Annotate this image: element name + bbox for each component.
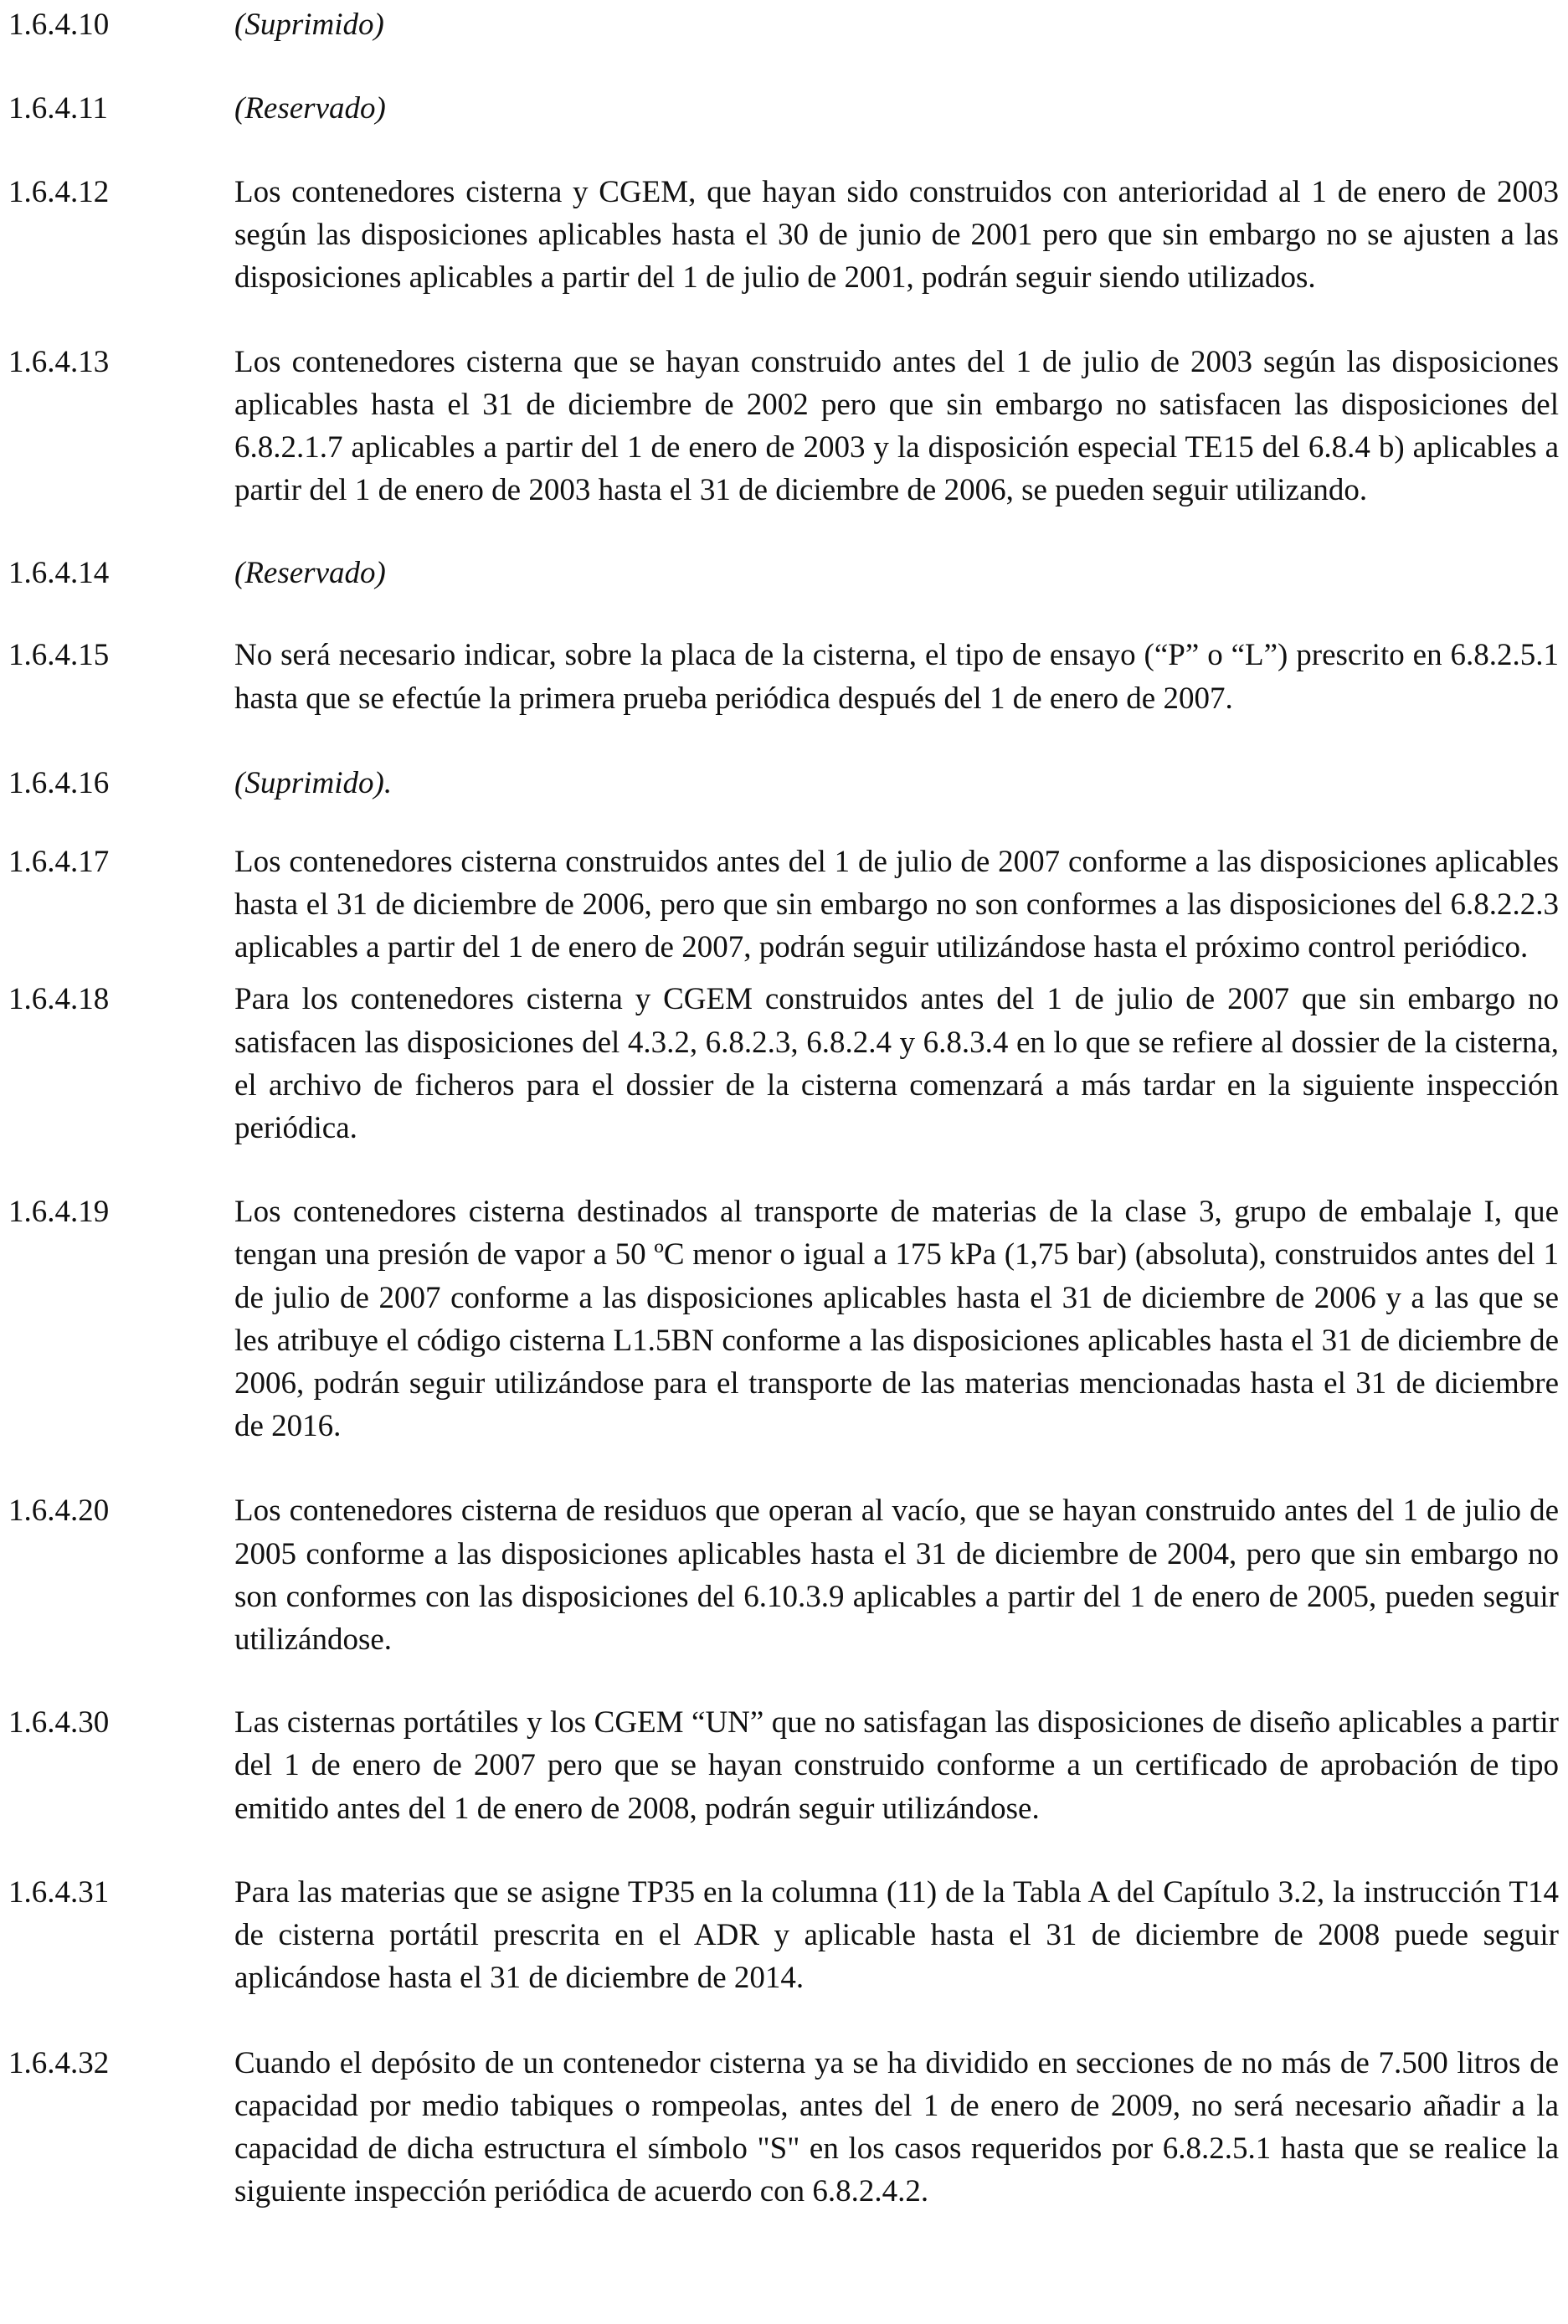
- provision-number: 1.6.4.10: [8, 8, 110, 42]
- provision-text: (Reservado): [234, 556, 386, 591]
- provision-1-6-4-12: [8, 171, 1559, 300]
- provision-number: 1.6.4.30: [8, 1705, 110, 1740]
- provision-text: Las cisternas portátiles y los CGEM “UN” que no satisfagan las disposiciones de diseño aplicables a partir del 1 de enero de 2007 pero que se hayan construido conforme a un certificado de aprobación de tipo emitido antes del 1 de enero de 2008, podrán seguir utilizándose.: [234, 1705, 1559, 1826]
- provision-number: 1.6.4.14: [8, 556, 110, 591]
- provision-number: 1.6.4.11: [8, 91, 108, 126]
- provision-text: Para los contenedores cisterna y CGEM construidos antes del 1 de julio de 2007 que sin embargo no satisfacen las disposiciones del 4.3.2, 6.8.2.3, 6.8.2.4 y 6.8.3.4 en lo que se refiere al dossier de la cisterna, el archivo de ficheros para el dossier de la cisterna comenzará a más tardar en la siguiente inspección periódica.: [234, 982, 1559, 1146]
- provision-number: 1.6.4.12: [8, 175, 110, 209]
- provision-number: 1.6.4.16: [8, 765, 110, 800]
- provision-1-6-4-16: [8, 762, 1559, 805]
- provision-1-6-4-15: [8, 634, 1559, 719]
- provision-text: Los contenedores cisterna construidos antes del 1 de julio de 2007 conforme a las disposiciones aplicables hasta el 31 de diciembre de 2006, pero que sin embargo no son conformes a las disposiciones del 6.8.2.2.3 aplicables a partir del 1 de enero de 2007, podrán seguir utilizándose hasta el próximo control periódico.: [234, 844, 1559, 965]
- provision-1-6-4-11: [8, 87, 1559, 131]
- provision-number: 1.6.4.19: [8, 1195, 110, 1230]
- provision-1-6-4-32: [8, 2042, 1559, 2213]
- provision-1-6-4-17: [8, 841, 1559, 969]
- provision-1-6-4-19: [8, 1190, 1559, 1447]
- provision-number: 1.6.4.18: [8, 982, 110, 1017]
- provision-text: (Suprimido): [234, 8, 384, 42]
- provision-number: 1.6.4.15: [8, 638, 110, 673]
- provision-1-6-4-13: [8, 341, 1559, 512]
- provision-number: 1.6.4.17: [8, 844, 110, 879]
- provision-number: 1.6.4.31: [8, 1874, 110, 1910]
- provision-number: 1.6.4.20: [8, 1494, 110, 1529]
- provision-1-6-4-20: [8, 1489, 1559, 1661]
- provision-1-6-4-18: [8, 978, 1559, 1149]
- provision-1-6-4-30: [8, 1701, 1559, 1830]
- document-page: [8, 3, 1559, 2213]
- provision-text: Los contenedores cisterna de residuos que operan al vacío, que se hayan construido antes del 1 de julio de 2005 conforme a las disposiciones aplicables hasta el 31 de diciembre de 2004, pero que sin embargo no son conformes con las disposiciones del 6.10.3.9 aplicables a partir del 1 de enero de 2005, pueden seguir utilizándose.: [234, 1494, 1559, 1658]
- provision-text: Los contenedores cisterna destinados al transporte de materias de la clase 3, grupo de embalaje I, que tengan una presión de vapor a 50 ºC menor o igual a 175 kPa (1,75 bar) (absoluta), construidos antes del 1 de julio de 2007 conforme a las disposiciones aplicables hasta el 31 de diciembre de 2006 y a las que se les atribuye el código cisterna L1.5BN conforme a las disposiciones aplicables hasta el 31 de diciembre de 2006, podrán seguir utilizándose para el transporte de las materias mencionadas hasta el 31 de diciembre de 2016.: [234, 1195, 1559, 1444]
- provision-text: Los contenedores cisterna y CGEM, que hayan sido construidos con anterioridad al 1 de enero de 2003 según las disposiciones aplicables hasta el 30 de junio de 2001 pero que sin embargo no se ajusten a las disposiciones aplicables a partir del 1 de julio de 2001, podrán seguir siendo utilizados.: [234, 175, 1559, 296]
- provision-1-6-4-31: [8, 1871, 1559, 2000]
- provision-text: Cuando el depósito de un contenedor cisterna ya se ha dividido en secciones de no más de 7.500 litros de capacidad por medio tabiques o rompeolas, antes del 1 de enero de 2009, no será necesario añadir a la capacidad de dicha estructura el símbolo "S" en los casos requeridos por 6.8.2.5.1 hasta que se realice la siguiente inspección periódica de acuerdo con 6.8.2.4.2.: [234, 2045, 1559, 2209]
- provision-number: 1.6.4.13: [8, 344, 110, 379]
- provision-1-6-4-10: [8, 3, 1559, 47]
- provision-1-6-4-14: [8, 552, 1559, 595]
- provision-text: Los contenedores cisterna que se hayan construido antes del 1 de julio de 2003 según las disposiciones aplicables hasta el 31 de diciembre de 2002 pero que sin embargo no satisfacen las disposiciones del 6.8.2.1.7 aplicables a partir del 1 de enero de 2003 y la disposición especial TE15 del 6.8.4 b) aplicables a partir del 1 de enero de 2003 hasta el 31 de diciembre de 2006, se pueden seguir utilizando.: [234, 344, 1559, 508]
- provision-text: (Suprimido).: [234, 765, 393, 800]
- provision-text: (Reservado): [234, 91, 386, 126]
- provision-text: No será necesario indicar, sobre la placa de la cisterna, el tipo de ensayo (“P” o “L”) prescrito en 6.8.2.5.1 hasta que se efectúe la primera prueba periódica después del 1 de enero de 2007.: [234, 638, 1559, 716]
- provision-number: 1.6.4.32: [8, 2045, 110, 2080]
- provision-text: Para las materias que se asigne TP35 en la columna (11) de la Tabla A del Capítulo 3.2, la instrucción T14 de cisterna portátil prescrita en el ADR y aplicable hasta el 31 de diciembre de 2008 puede seguir aplicándose hasta el 31 de diciembre de 2014.: [234, 1874, 1559, 1996]
